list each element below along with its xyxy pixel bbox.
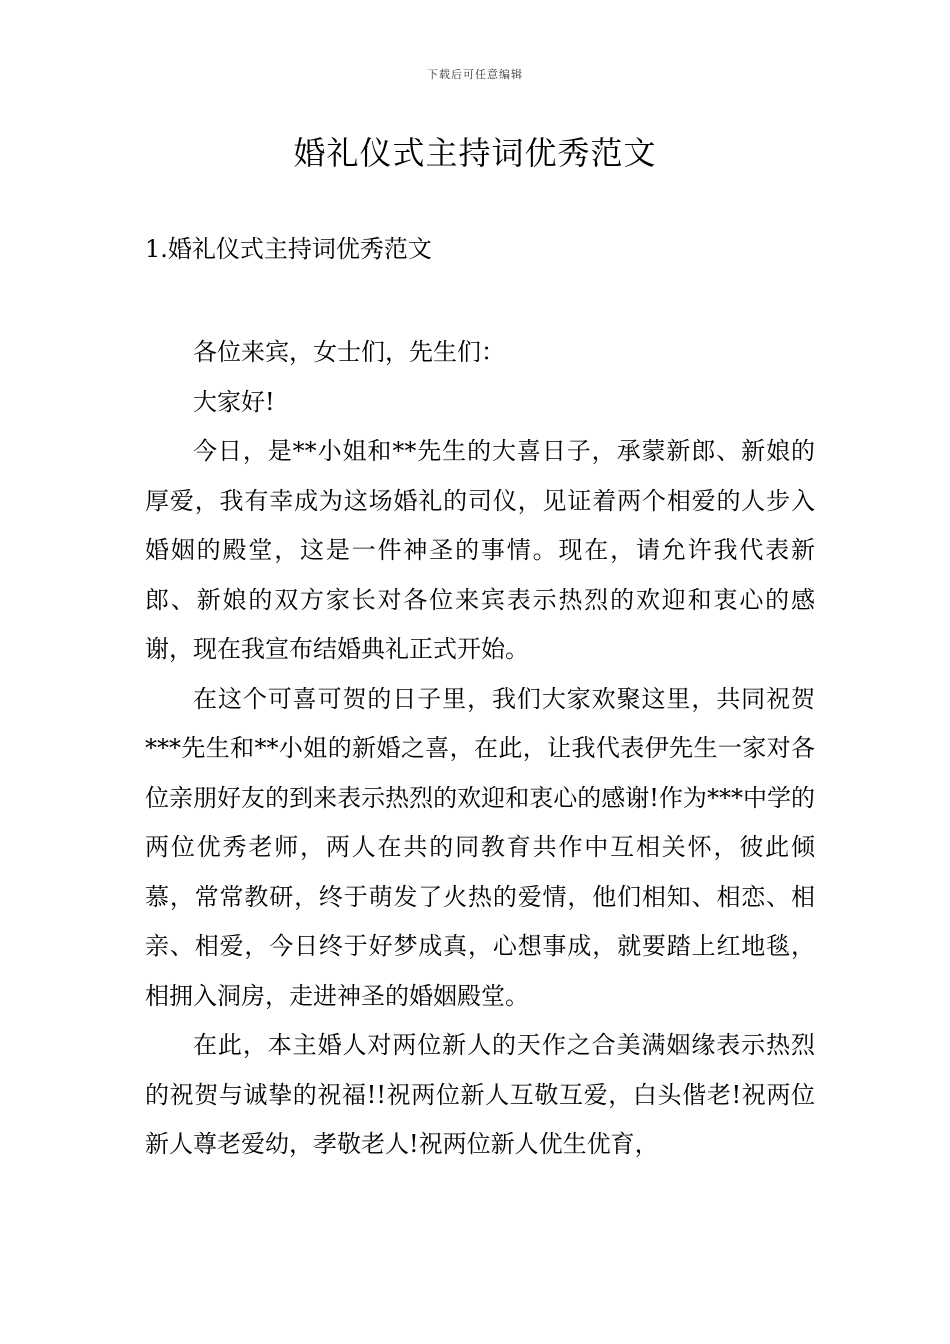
paragraph-salutation: 各位来宾，女士们，先生们： <box>193 338 505 366</box>
header-note: 下载后可任意编辑 <box>427 68 523 81</box>
body-text <box>145 328 815 1170</box>
paragraph-congratulation: 在这个可喜可贺的日子里，我们大家欢聚这里，共同祝贺***先生和**小姐的新婚之喜，在此，让我代表伊先生一家对各位亲朋好友的到来表示热烈的欢迎和衷心的感谢!作为***中学的两位优秀老师，两人在共的同教育共作中互相关怀，彼此倾慕，常常教研，终于萌发了火热的爱情，他们相知、相恋、相亲、相爱，今日终于好梦成真，心想事成，就要踏上红地毯，相拥入洞房，走进神圣的婚姻殿堂。 <box>145 684 815 1010</box>
paragraph-blessing: 在此，本主婚人对两位新人的天作之合美满姻缘表示热烈的祝贺与诚挚的祝福!!祝两位新人互敬互爱，白头偕老!祝两位新人尊老爱幼，孝敬老人!祝两位新人优生优育， <box>145 1031 815 1158</box>
paragraph-greeting: 大家好! <box>193 387 275 416</box>
paragraph-opening: 今日，是**小姐和**先生的大喜日子，承蒙新郎、新娘的厚爱，我有幸成为这场婚礼的司仪，见证着两个相爱的人步入婚姻的殿堂，这是一件神圣的事情。现在，请允许我代表新郎、新娘的双方家长对各位来宾表示热烈的欢迎和衷心的感谢，现在我宣布结婚典礼正式开始。 <box>145 437 815 663</box>
page-title: 婚礼仪式主持词优秀范文 <box>293 134 657 172</box>
section-heading: 1.婚礼仪式主持词优秀范文 <box>145 235 432 263</box>
